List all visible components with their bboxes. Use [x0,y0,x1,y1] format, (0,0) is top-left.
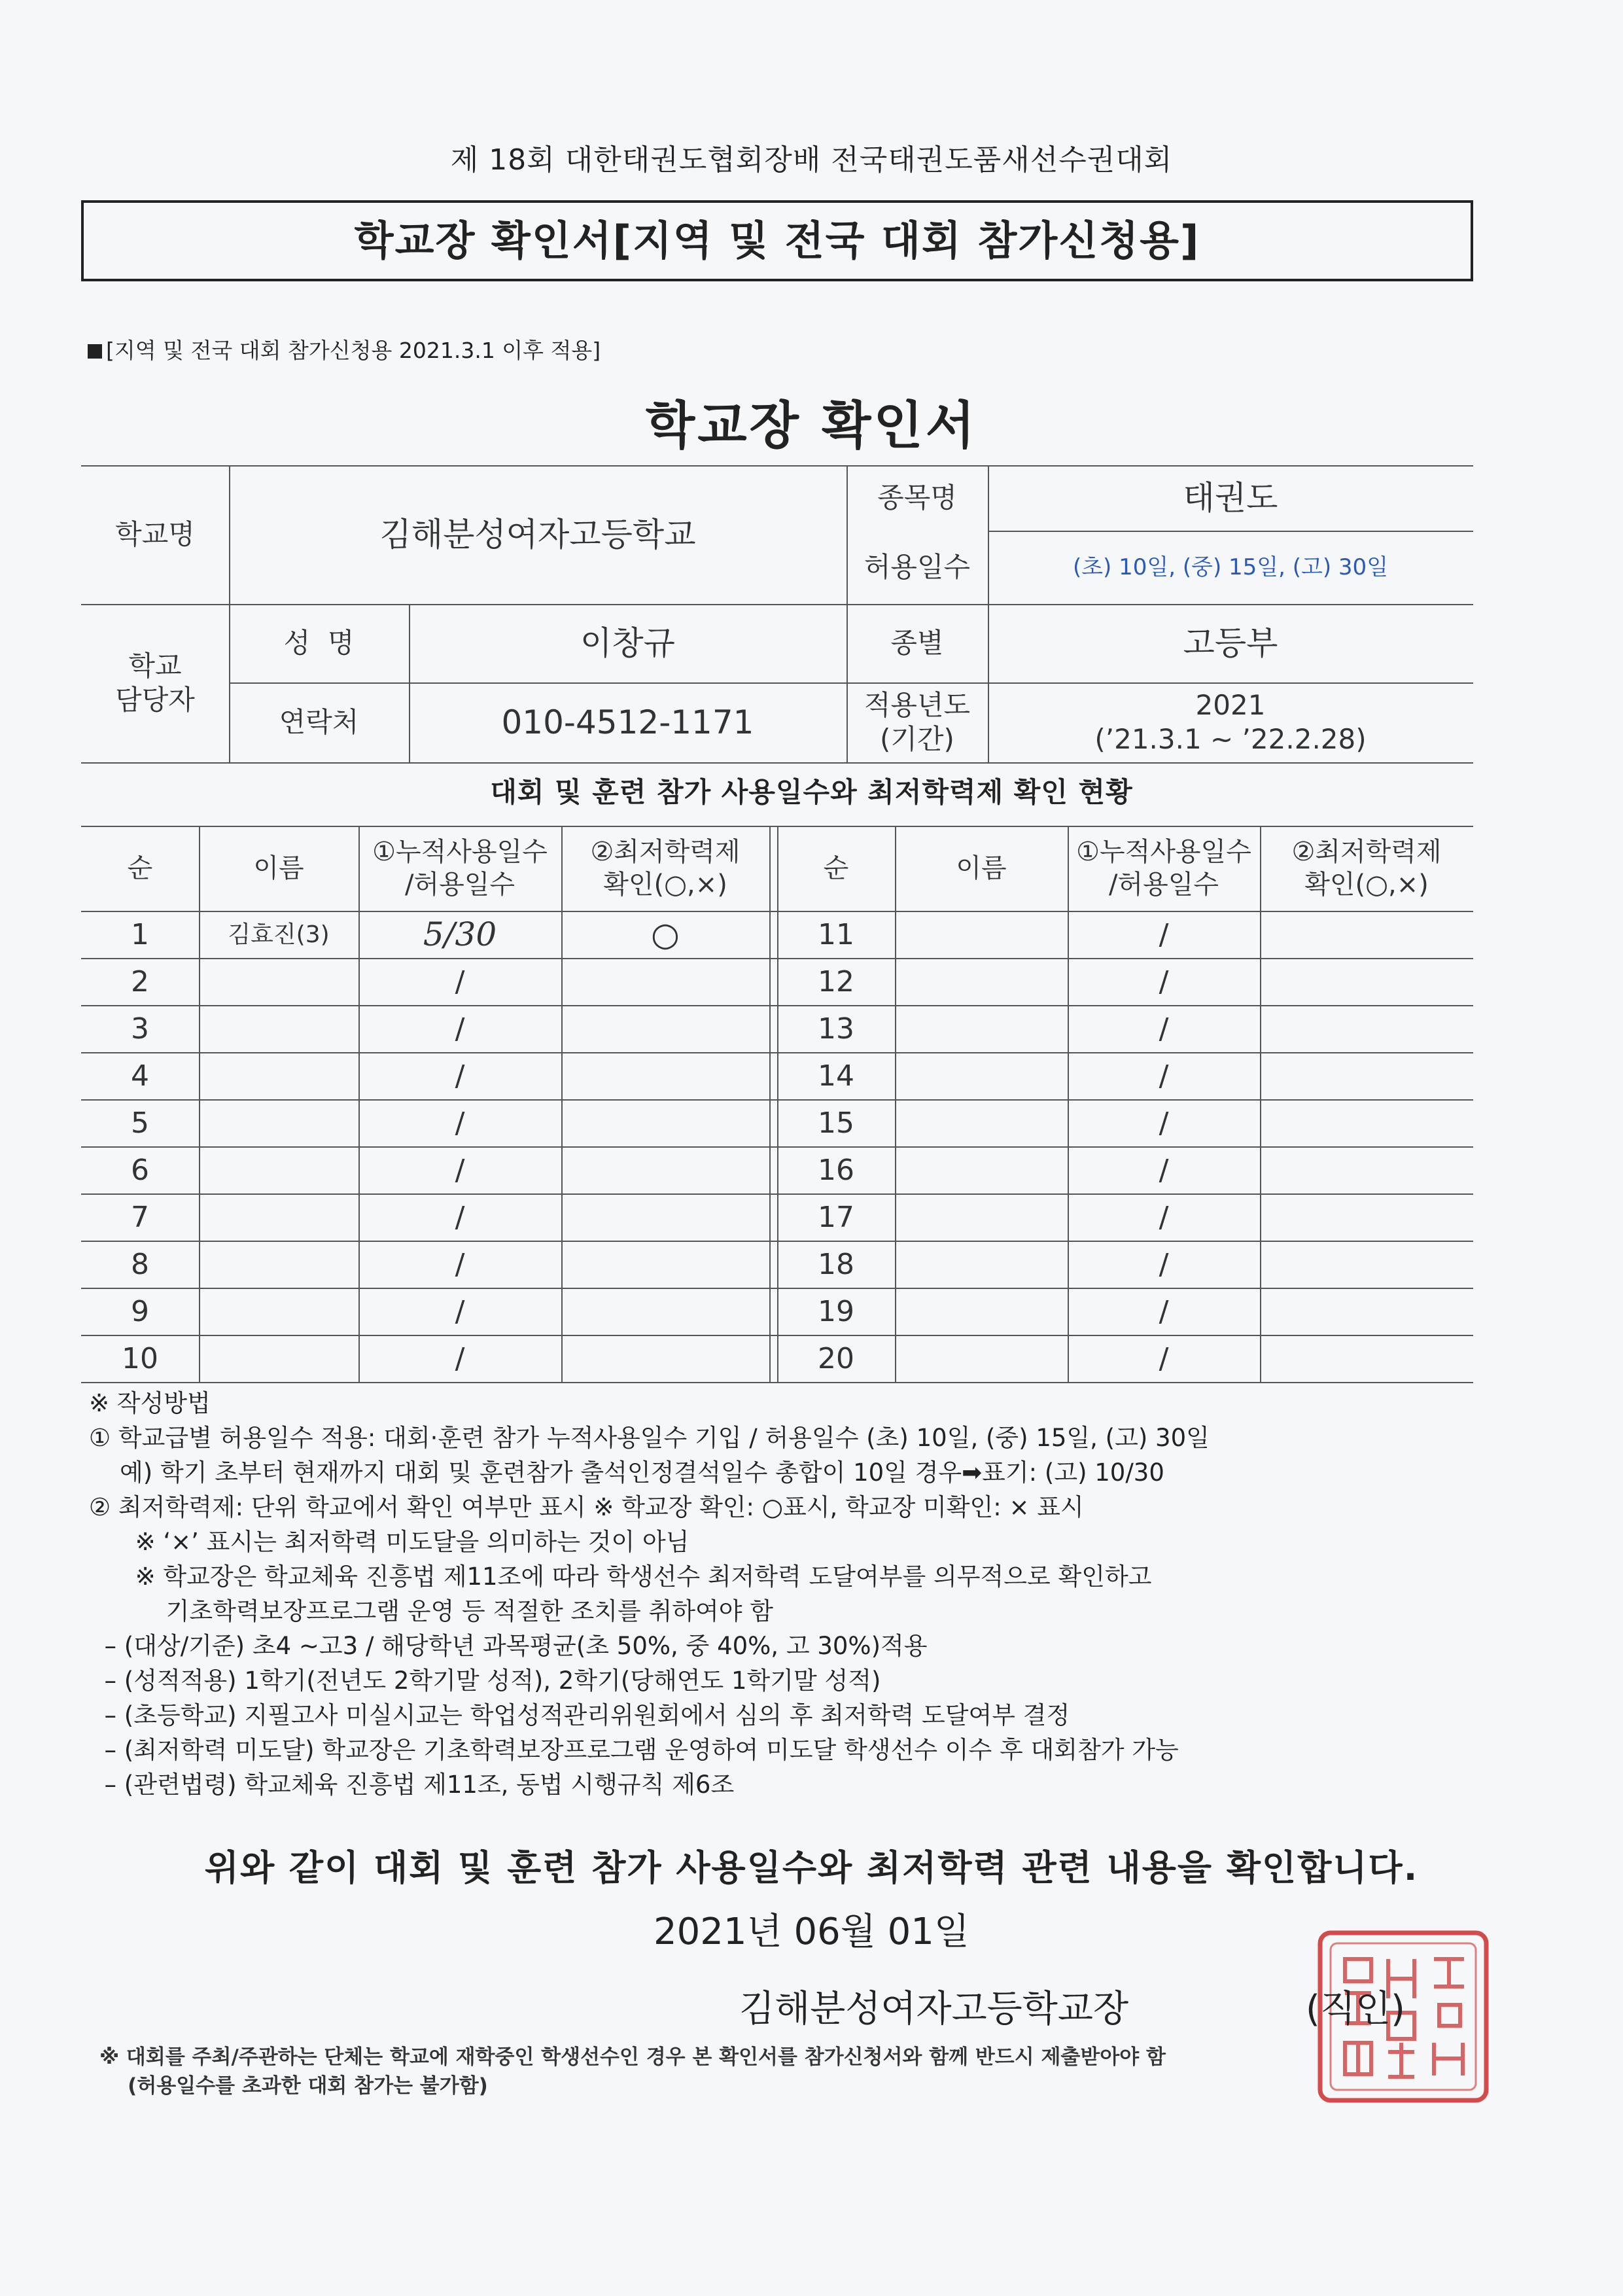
student-name-left [199,1099,358,1146]
instruction-line: ② 최저학력제: 단위 학교에서 확인 여부만 표시 ※ 학교장 확인: ○표시, 학교장 미확인: × 표시 [89,1493,1084,1521]
academic-check-right [1260,1335,1473,1382]
days-used-left: / [455,1106,465,1140]
row-number-right: 14 [818,1059,854,1093]
days-used-left: / [455,1247,465,1281]
academic-check-right [1260,911,1473,958]
instruction-line: 예) 학기 초부터 현재까지 대회 및 훈련참가 출석인정결석일수 총합이 10일 경우➡표기: (고) 10/30 [89,1458,1164,1487]
manager-name-value: 이창규 [580,624,675,662]
days-used-right: / [1159,964,1169,998]
row-number-left: 9 [131,1294,149,1328]
days-used-right: / [1159,1012,1169,1046]
row-number-left: 4 [131,1059,149,1093]
header-text: 이름 [956,853,1007,883]
student-name-left [199,1005,358,1052]
row-number-right: 16 [818,1153,854,1187]
days-used-left: / [455,1200,465,1234]
days-used-left: / [455,1341,465,1375]
days-used-right: / [1159,1200,1169,1234]
days-used-left: / [455,1153,465,1187]
student-name-left [199,1146,358,1193]
square-bullet-icon [88,344,102,359]
academic-check-left [561,1005,769,1052]
principal-title: 김해분성여자고등학교장 [739,1988,1129,2030]
header-text: ①누적사용일수 [372,837,548,867]
manager-label [81,604,229,762]
days-used-right: / [1159,1059,1169,1093]
applicable-year-label [846,682,988,762]
days-used-left: / [455,1012,465,1046]
instruction-line: ① 학교급별 허용일수 적용: 대회·훈련 참가 누적사용일수 기입 / 허용일수 (초) 10일, (중) 15일, (고) 30일 [89,1424,1210,1452]
student-name-left: 김효진(3) [228,921,330,948]
footer-line: (허용일수를 초과한 대회 참가는 불가함) [99,2074,488,2098]
days-used-right: / [1159,1247,1169,1281]
header-text: 이름 [253,853,304,883]
academic-check-right [1260,1288,1473,1335]
academic-check-right [1260,1005,1473,1052]
academic-check-left [561,1288,769,1335]
header-days-left [358,826,561,911]
student-name-right [895,1288,1068,1335]
year-value-line1: 2021 [1195,688,1266,721]
row-number-left: 6 [131,1153,149,1187]
instruction-line: ※ 작성방법 [89,1389,211,1417]
row-number-right: 19 [818,1294,854,1328]
academic-check-left [561,1335,769,1382]
days-used-left: / [455,964,465,998]
header-text: /허용일수 [404,870,515,900]
row-number-right: 13 [818,1012,854,1046]
days-used-left: / [455,1059,465,1093]
student-name-right [895,1241,1068,1288]
form-title: 학교장 확인서 [645,397,978,455]
student-name-left [199,1052,358,1099]
row-number-left: 1 [131,917,149,951]
roster-heading: 대회 및 훈련 참가 사용일수와 최저학력제 확인 현황 [490,776,1133,808]
manager-label-line1: 학교 [128,649,182,682]
student-name-left [199,1241,358,1288]
event-title: 제 18회 대한태권도협회장배 전국태권도품새선수권대회 [450,143,1173,177]
allowed-days-label: 허용일수 [864,550,971,583]
document-title-box [81,200,1473,281]
confirmation-statement: 위와 같이 대회 및 훈련 참가 사용일수와 최저학력 관련 내용을 확인합니다. [204,1847,1419,1888]
days-used-right: / [1159,1106,1169,1140]
academic-check-right [1260,1193,1473,1241]
student-name-right [895,958,1068,1005]
year-label-line2: (기간) [880,723,954,755]
row-number-left: 8 [131,1247,149,1281]
division-label: 종별 [890,626,944,659]
instructions [89,1386,1541,1802]
header-check-left [561,826,769,911]
roster-line [769,826,771,1382]
academic-check-left [561,1099,769,1146]
header-text: 순 [823,853,849,883]
student-name-right [895,1052,1068,1099]
academic-check-left [561,1241,769,1288]
sport-value: 태권도 [1183,478,1278,517]
days-used-left: / [455,1294,465,1328]
days-used-right: / [1159,1294,1169,1328]
row-number-left: 7 [131,1200,149,1234]
row-number-left: 3 [131,1012,149,1046]
student-name-right [895,1099,1068,1146]
school-name-label: 학교명 [115,518,195,550]
academic-check-left [561,958,769,1005]
days-used-right: / [1159,917,1169,951]
row-number-right: 12 [818,964,854,998]
days-used-right: / [1159,1153,1169,1187]
division-value: 고등부 [1183,624,1278,662]
instruction-line: – (최저학력 미도달) 학교장은 기초학력보장프로그램 운영하여 미도달 학생선수 이수 후 대회참가 가능 [89,1736,1179,1764]
row-number-right: 20 [818,1341,854,1375]
instruction-line: ※ 학교장은 학교체육 진흥법 제11조에 따라 학생선수 최저학력 도달여부를 의무적으로 확인하고 [89,1563,1152,1591]
manager-label-line2: 담당자 [115,684,195,716]
student-name-right [895,1335,1068,1382]
academic-check-left [561,1052,769,1099]
sport-label: 종목명 [877,481,957,514]
header-text: ②최저학력제 [1291,837,1442,867]
header-text: 확인(○,×) [1304,870,1429,900]
instruction-line: 기초학력보장프로그램 운영 등 적절한 조치를 취하여야 함 [89,1597,773,1625]
row-number-left: 2 [131,964,149,998]
footer-note [99,2043,1166,2100]
year-value-line2: (’21.3.1 ~ ’22.2.28) [1094,723,1367,755]
applicable-year-value [988,682,1473,762]
row-number-left: 5 [131,1106,149,1140]
days-used-right: / [1159,1341,1169,1375]
academic-check-right [1260,1052,1473,1099]
row-number-right: 18 [818,1247,854,1281]
document-title: 학교장 확인서[지역 및 전국 대회 참가신청용] [354,217,1200,264]
student-name-left [199,1193,358,1241]
student-name-right [895,1005,1068,1052]
footer-line: ※ 대회를 주최/주관하는 단체는 학교에 재학중인 학생선수인 경우 본 확인서를 참가신청서와 함께 반드시 제출받아야 함 [99,2045,1166,2069]
academic-check-right [1260,1146,1473,1193]
days-used-left: 5/30 [423,915,497,953]
school-name-value: 김해분성여자고등학교 [379,515,696,554]
header-seq-right [777,826,895,911]
student-name-right [895,1146,1068,1193]
row-number-right: 11 [818,917,854,951]
header-days-right [1068,826,1260,911]
student-name-left [199,958,358,1005]
contact-value: 010-4512-1171 [501,703,754,741]
contact-label: 연락처 [279,705,359,738]
header-text: /허용일수 [1108,870,1219,900]
year-label-line1: 적용년도 [864,688,971,721]
student-name-left [199,1335,358,1382]
issue-date: 2021년 06월 01일 [654,1911,969,1953]
row-number-right: 15 [818,1106,854,1140]
header-name-right [895,826,1068,911]
academic-check-right [1260,1241,1473,1288]
header-text: ②최저학력제 [590,837,741,867]
academic-check-right [1260,1099,1473,1146]
manager-name-label: 성 명 [283,626,355,659]
instruction-line: – (초등학교) 지필고사 미실시교는 학업성적관리위원회에서 심의 후 최저학력 도달여부 결정 [89,1701,1070,1729]
student-name-right [895,1193,1068,1241]
row-number-right: 17 [818,1200,854,1234]
row-number-left: 10 [122,1341,158,1375]
student-name-right [895,911,1068,958]
instruction-line: – (대상/기준) 초4 ~고3 / 해당학년 과목평균(초 50%, 중 40%, 고 30%)적용 [89,1632,928,1660]
academic-check-left: ○ [651,915,680,953]
instruction-line: – (성적적용) 1학기(전년도 2학기말 성적), 2학기(당해연도 1학기말 성적) [89,1667,881,1695]
instruction-line: – (관련법령) 학교체육 진흥법 제11조, 동법 시행규칙 제6조 [89,1771,735,1799]
header-check-right [1260,826,1473,911]
application-notice [88,334,601,364]
header-seq-left [81,826,199,911]
academic-check-left [561,1193,769,1241]
notice-text: [지역 및 전국 대회 참가신청용 2021.3.1 이후 적용] [106,338,601,363]
header-text: ①누적사용일수 [1076,837,1251,867]
student-name-left [199,1288,358,1335]
allowed-days-value: (초) 10일, (중) 15일, (고) 30일 [1072,554,1389,580]
roster-line [81,1382,1473,1383]
instruction-line: ※ ‘×’ 표시는 최저학력 미도달을 의미하는 것이 아님 [89,1528,689,1556]
header-name-left [199,826,358,911]
header-text: 순 [127,853,153,883]
academic-check-left [561,1146,769,1193]
seal-label: (직인) [1306,1988,1405,2030]
header-text: 확인(○,×) [603,870,727,900]
academic-check-right [1260,958,1473,1005]
